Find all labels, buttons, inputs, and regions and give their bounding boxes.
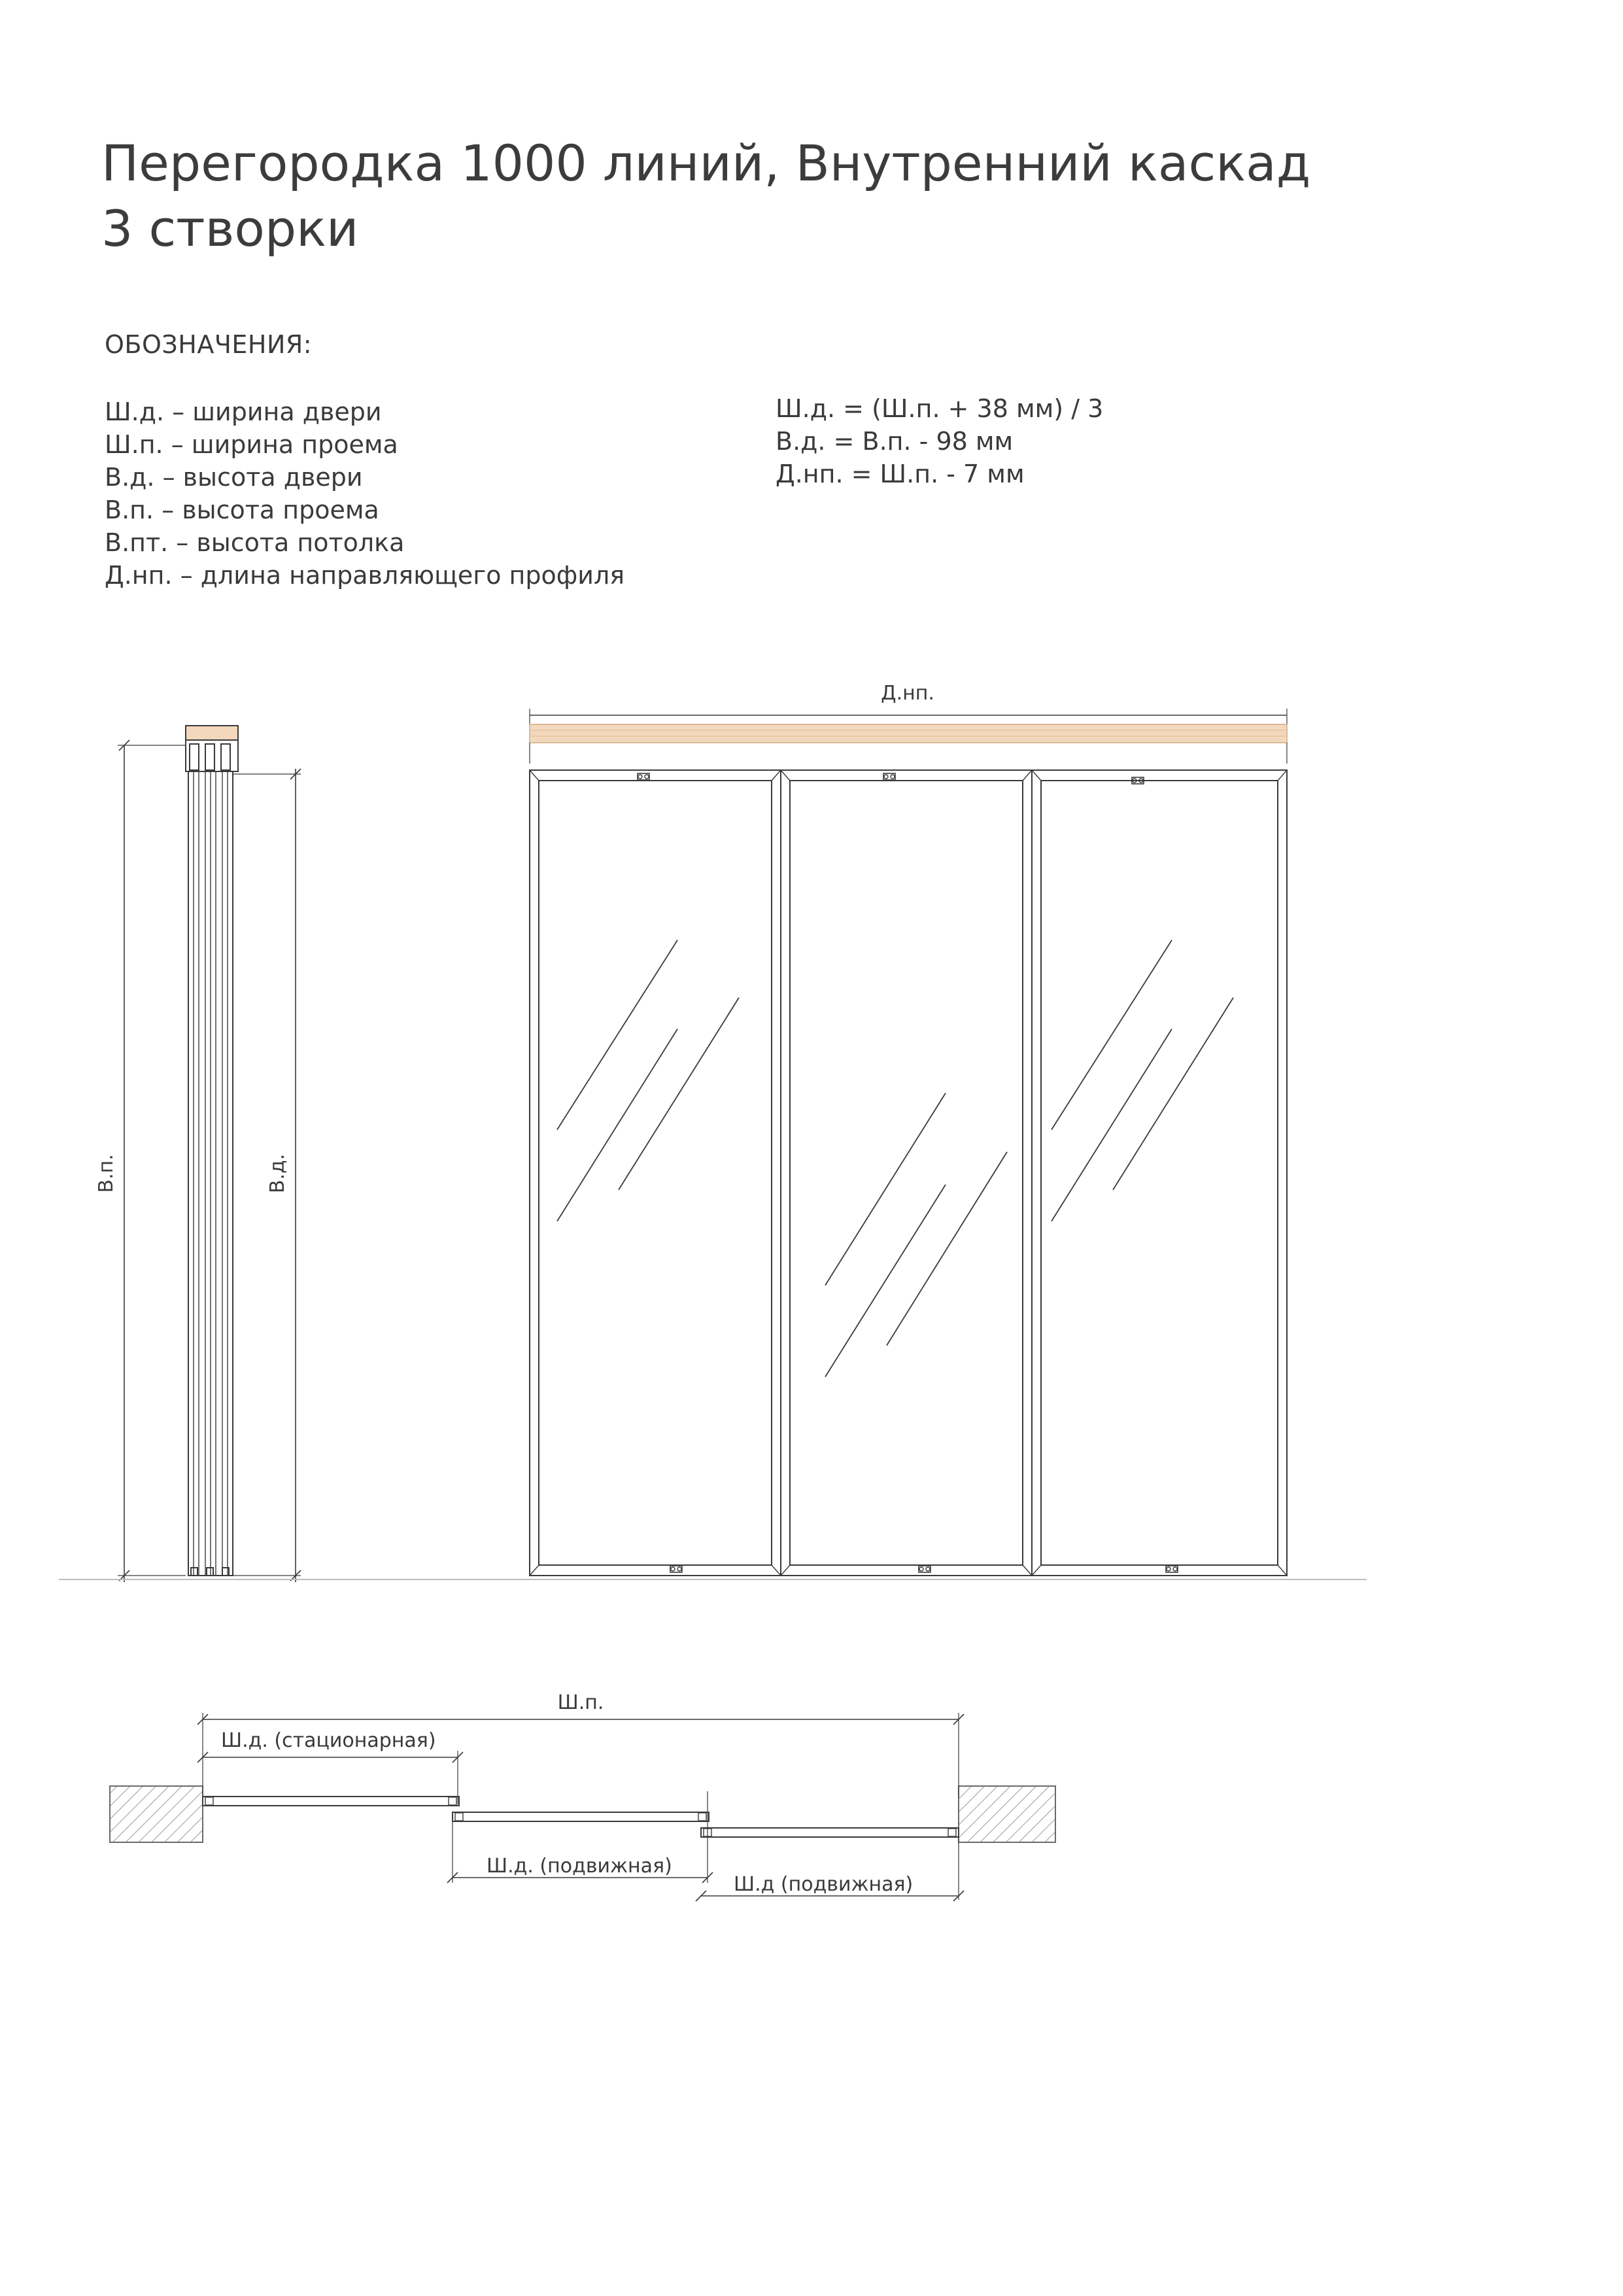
door-stationary-label: Ш.д. (стационарная) bbox=[221, 1729, 436, 1752]
definition-item: Ш.д. – ширина двери bbox=[105, 397, 382, 426]
legend-heading: ОБОЗНАЧЕНИЯ: bbox=[105, 330, 313, 359]
title-line-2: 3 створки bbox=[101, 199, 359, 258]
formula-item: Д.нп. = Ш.п. - 7 мм bbox=[776, 460, 1025, 488]
door-height-label: В.д. bbox=[266, 1153, 289, 1194]
wall-right bbox=[959, 1786, 1055, 1842]
rail-length-label: Д.нп. bbox=[881, 682, 934, 705]
definition-item: В.п. – высота проема bbox=[105, 496, 379, 524]
door-sliding-2-label: Ш.д (подвижная) bbox=[734, 1873, 914, 1896]
opening-width-label: Ш.п. bbox=[557, 1691, 604, 1714]
definition-item: В.д. – высота двери bbox=[105, 463, 363, 492]
definition-item: В.пт. – высота потолка bbox=[105, 528, 405, 557]
front-view bbox=[530, 709, 1287, 1576]
side-rail-wood bbox=[186, 726, 238, 740]
formula-item: В.д. = В.п. - 98 мм bbox=[776, 427, 1014, 456]
door-sliding-1-label: Ш.д. (подвижная) bbox=[487, 1855, 672, 1878]
opening-height-label: В.п. bbox=[95, 1154, 118, 1193]
door-panel-2 bbox=[781, 770, 1032, 1576]
title-line-1: Перегородка 1000 линий, Внутренний каскад bbox=[101, 134, 1311, 192]
wall-left bbox=[110, 1786, 203, 1842]
definition-item: Д.нп. – длина направляющего профиля bbox=[105, 561, 625, 590]
door-panel-1 bbox=[530, 770, 781, 1576]
plan-door-sliding-2 bbox=[701, 1828, 959, 1837]
guide-rail bbox=[530, 724, 1287, 743]
definition-item: Ш.п. – ширина проема bbox=[105, 430, 398, 459]
door-panel-3 bbox=[1032, 770, 1287, 1576]
plan-door-sliding-1 bbox=[453, 1812, 709, 1821]
plan-door-stationary bbox=[203, 1797, 459, 1806]
formula-item: Ш.д. = (Ш.п. + 38 мм) / 3 bbox=[776, 394, 1104, 423]
